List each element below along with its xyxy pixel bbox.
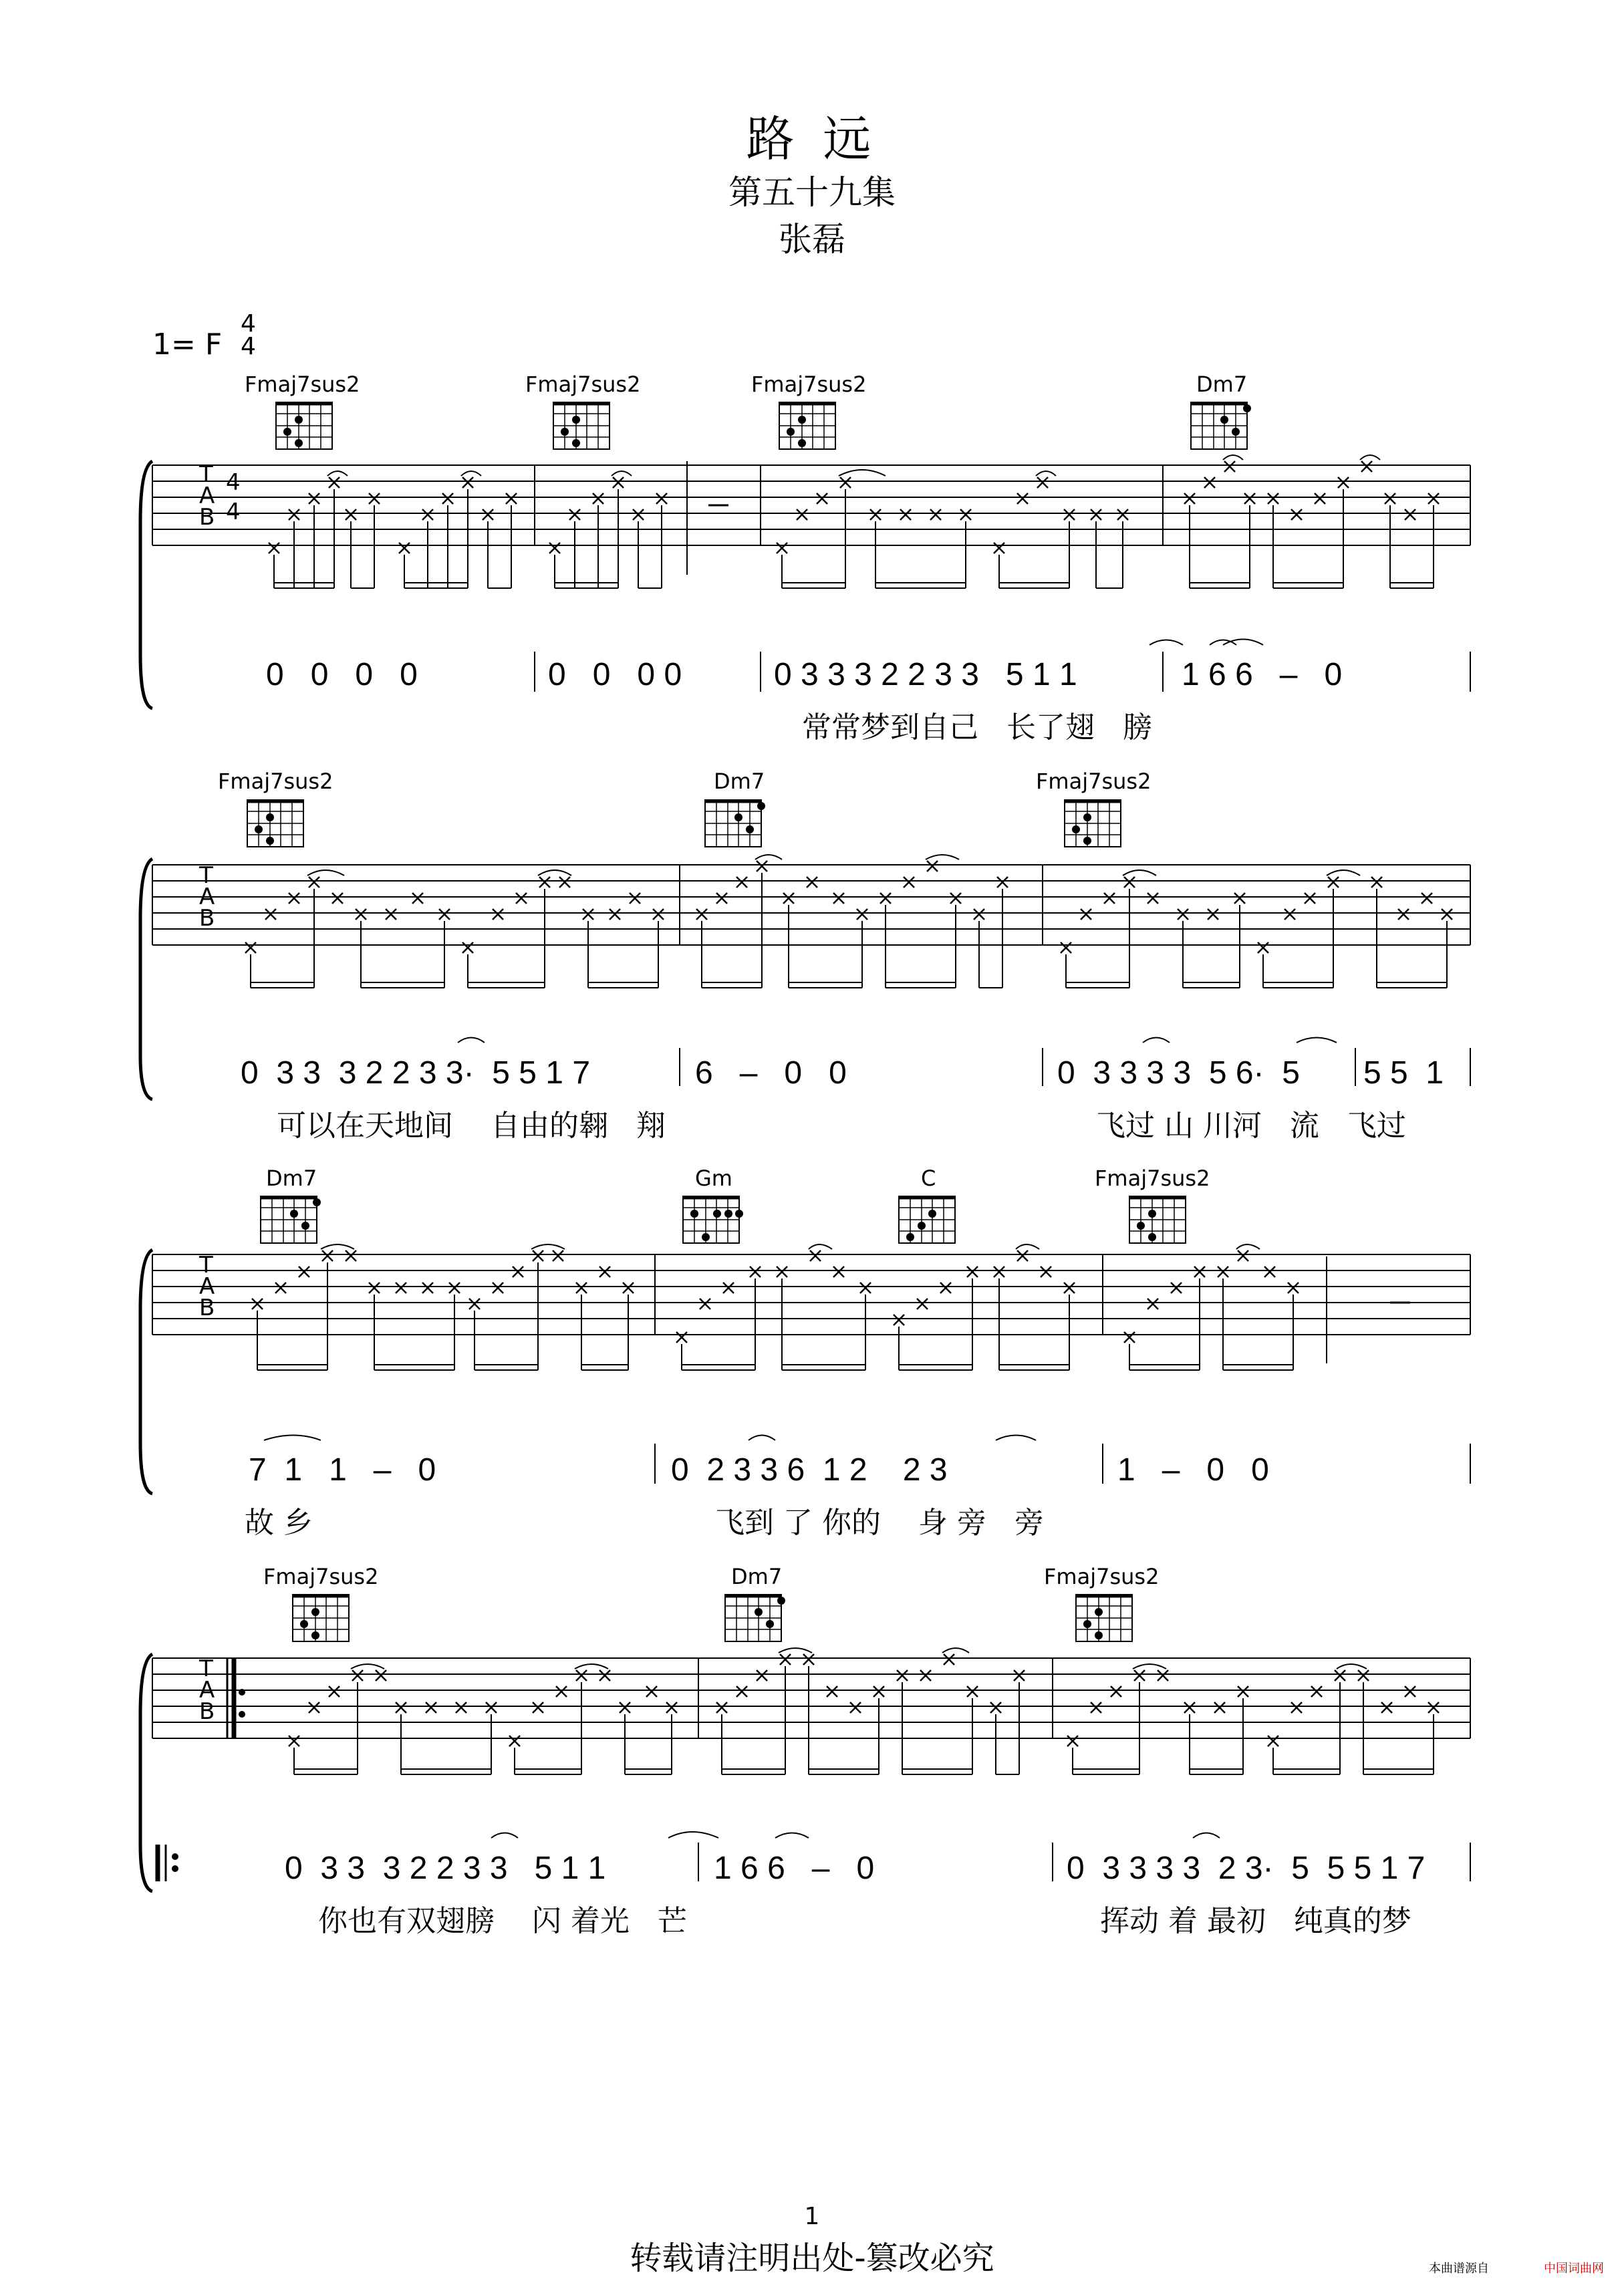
chord-name: Fmaj7sus2 (263, 1564, 379, 1589)
song-title: 路 远 (746, 111, 878, 167)
tab-letter-a: A (199, 1677, 215, 1704)
jianpu-measure: 0 3 3 3 3 2 3· 5 5 5 1 7 (1067, 1851, 1426, 1886)
chord-name: Fmaj7sus2 (1036, 769, 1152, 794)
tab-letter-b: B (199, 905, 215, 932)
tab-clef-4 (199, 1655, 215, 1725)
composer-name: 张磊 (779, 220, 845, 259)
source-site-link[interactable]: 中国词曲网 (1544, 2262, 1604, 2276)
chord-name: Dm7 (731, 1564, 783, 1589)
jianpu-measure: 1 6 6 – 0 (714, 1851, 875, 1886)
time-signature-top: 4 (241, 310, 256, 338)
lyric-line: 故 乡 (245, 1506, 313, 1540)
tab-letter-a: A (199, 1273, 215, 1300)
time-signature-bottom: 4 (241, 333, 256, 360)
lyric-line: 飞到 了 你的 身 旁 旁 (715, 1506, 1044, 1540)
system-4 (140, 1595, 1470, 1891)
chord-name: Dm7 (1196, 372, 1248, 397)
tab-letter-b: B (199, 1698, 215, 1725)
jianpu-measure: 0 3 3 3 2 2 3 3· 5 5 1 7 (241, 1055, 591, 1091)
tab-letter-a: A (199, 483, 215, 509)
chord-name: Fmaj7sus2 (525, 372, 641, 397)
tab-letter-a: A (199, 884, 215, 910)
jianpu-measure: 0 2 3 3 6 1 2 2 3 (671, 1452, 948, 1488)
tab-letter-t: T (199, 862, 213, 889)
tab-letter-t: T (199, 1655, 213, 1682)
chord-name: Fmaj7sus2 (218, 769, 333, 794)
chord-name: Dm7 (266, 1166, 317, 1191)
song-subtitle: 第五十九集 (728, 173, 896, 212)
system-3 (140, 1196, 1470, 1494)
jianpu-measure: 1 6 6 – 0 (1182, 657, 1343, 692)
jianpu-measure: 1 – 0 0 (1117, 1452, 1269, 1488)
lyric-line: 你也有双翅膀 闪 着光 芒 (318, 1904, 687, 1938)
lyric-line: 可以在天地间 自由的翱 翔 (277, 1109, 666, 1143)
copyright-notice: 转载请注明出处-篡改必究 (630, 2240, 994, 2277)
chord-name: Fmaj7sus2 (751, 372, 867, 397)
tab-letter-t: T (199, 461, 213, 488)
tab-time-signature (226, 468, 241, 527)
chord-name: Fmaj7sus2 (1044, 1564, 1160, 1589)
lyric-line: 常常梦到自己 长了翅 膀 (802, 710, 1152, 745)
tab-clef-3 (199, 1254, 215, 1319)
jianpu-measure: 0 3 3 3 2 2 3 3 5 1 1 (774, 657, 1077, 692)
source-label: 本曲谱源自 (1429, 2262, 1489, 2276)
jianpu-measure: 0 3 3 3 2 2 3 3 5 1 1 (285, 1851, 606, 1886)
tab-letter-b: B (199, 1295, 215, 1321)
lyric-line: 飞过 山 川河 流 飞过 (1096, 1109, 1406, 1143)
chord-name: Gm (695, 1166, 732, 1191)
tab-clef-2 (199, 862, 215, 932)
chord-name: Fmaj7sus2 (1095, 1166, 1210, 1191)
page-number: 1 (804, 2203, 820, 2230)
chord-name: Dm7 (714, 769, 765, 794)
tab-clef-1 (199, 461, 215, 531)
key-signature: 1= F (152, 327, 223, 362)
tab-letter-b: B (199, 504, 215, 531)
jianpu-measure: 0 0 0 0 (266, 657, 418, 692)
jianpu-measure: 5 5 1 (1363, 1055, 1444, 1091)
jianpu-measure: 0 3 3 3 3 5 6· 5 (1057, 1055, 1300, 1091)
tab-time-top: 4 (226, 469, 241, 496)
lyric-line: 挥动 着 最初 纯真的梦 (1100, 1904, 1411, 1938)
jianpu-measure: 0 0 0 0 (548, 657, 682, 692)
jianpu-measure: 6 – 0 0 (695, 1055, 847, 1091)
chord-name: Fmaj7sus2 (245, 372, 360, 397)
jianpu-measure: 7 1 1 – 0 (249, 1452, 436, 1488)
tab-time-bottom: 4 (226, 499, 241, 525)
tab-letter-t: T (199, 1252, 213, 1279)
chord-name: C (921, 1166, 936, 1191)
